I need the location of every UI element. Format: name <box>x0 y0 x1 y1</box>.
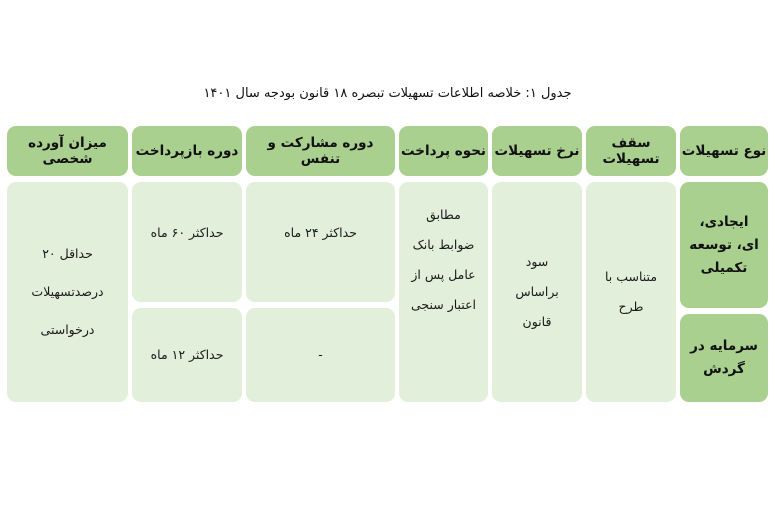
payment-value: مطابق ضوابط بانک عامل پس از اعتبار سنجی <box>399 182 488 402</box>
repayment-row2: حداکثر ۱۲ ماه <box>132 308 242 402</box>
participation-row2: - <box>246 308 395 402</box>
header-repayment: دوره بازپرداخت <box>132 126 242 176</box>
row-type-working-capital: سرمایه در گردش <box>680 314 768 402</box>
table-caption: جدول ۱: خلاصه اطلاعات تسهیلات تبصره ۱۸ قانون بودجه سال ۱۴۰۱ <box>203 86 572 101</box>
header-type: نوع تسهیلات <box>680 126 768 176</box>
personal-contribution-value: حداقل ۲۰ درصدتسهیلات درخواستی <box>7 182 128 402</box>
header-participation: دوره مشارکت و تنفس <box>246 126 395 176</box>
rate-value: سود براساس قانون <box>492 182 582 402</box>
participation-row1: حداکثر ۲۴ ماه <box>246 182 395 302</box>
ceiling-value: متناسب با طرح <box>586 182 676 402</box>
header-ceiling: سقف تسهیلات <box>586 126 676 176</box>
repayment-row1: حداکثر ۶۰ ماه <box>132 182 242 302</box>
header-payment: نحوه پرداخت <box>399 126 488 176</box>
header-personal-contribution: میزان آورده شخصی <box>7 126 128 176</box>
row-type-development: ایجادی، ای، توسعه تکمیلی <box>680 182 768 308</box>
header-rate: نرخ تسهیلات <box>492 126 582 176</box>
